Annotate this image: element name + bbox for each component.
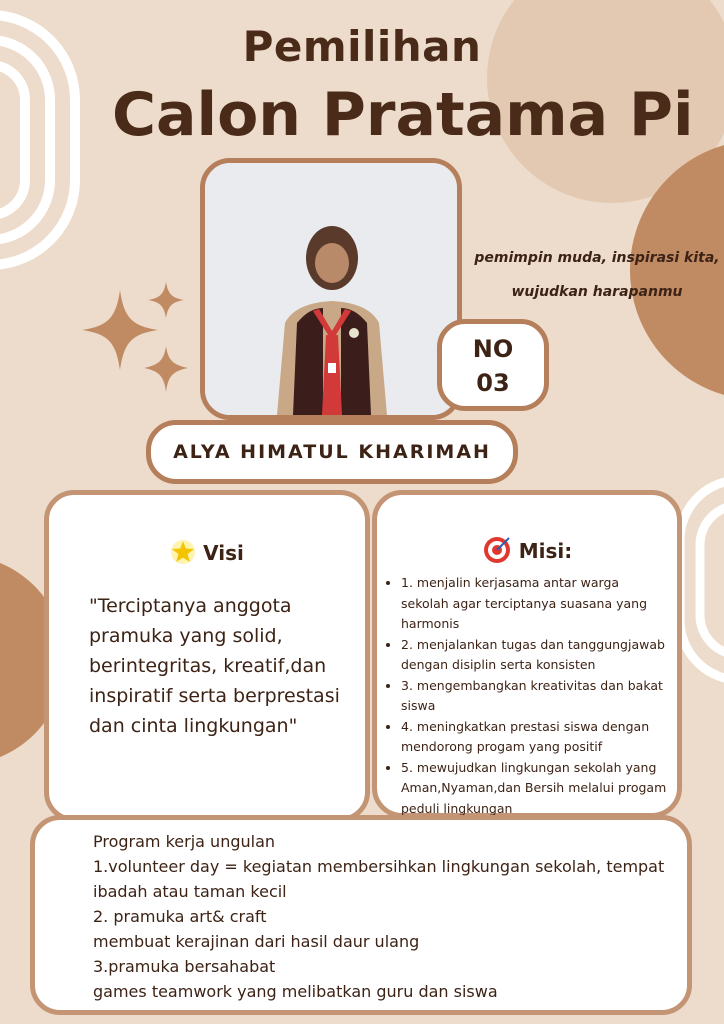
program-line: 2. pramuka art& craft bbox=[93, 907, 267, 926]
program-line: Program kerja ungulan bbox=[93, 832, 276, 851]
visi-heading: Visi bbox=[203, 541, 244, 565]
program-line: membuat kerajinan dari hasil daur ulang bbox=[93, 932, 420, 951]
candidate-number-badge bbox=[437, 319, 549, 411]
misi-item: • 4. meningkatkan prestasi siswa dengan mendorong progam yang positif bbox=[401, 717, 669, 758]
tagline-line1: pemimpin muda, inspirasi kita, bbox=[474, 250, 720, 266]
program-line: 1.volunteer day = kegiatan membersihkan lingkungan sekolah, tempat bbox=[93, 857, 665, 876]
star-icon bbox=[170, 539, 196, 565]
misi-item: • 2. menjalankan tugas dan tanggungjawab dengan disiplin serta konsisten bbox=[401, 635, 669, 676]
candidate-portrait-illustration bbox=[205, 163, 457, 415]
misi-heading-row bbox=[377, 535, 677, 565]
target-icon bbox=[482, 535, 512, 565]
tagline-line2: wujudkan harapanmu bbox=[511, 284, 683, 300]
program-line: ibadah atau taman kecil bbox=[93, 882, 287, 901]
visi-card bbox=[44, 490, 370, 822]
page-title-line2: Calon Pratama Pi bbox=[112, 80, 694, 150]
candidate-name: ALYA HIMATUL KHARIMAH bbox=[146, 420, 518, 484]
misi-item: • 1. menjalin kerjasama antar warga sekolah agar terciptanya suasana yang harmonis bbox=[401, 573, 669, 635]
visi-text: "Terciptanya anggota pramuka yang solid, berintegritas, kreatif,dan inspiratif serta berprestasi dan cinta lingkungan" bbox=[89, 595, 340, 737]
visi-heading-row bbox=[49, 539, 365, 565]
misi-item: • 3. mengembangkan kreativitas dan bakat siswa bbox=[401, 676, 669, 717]
number-label: NO bbox=[472, 335, 514, 363]
misi-item: • 5. mewujudkan lingkungan sekolah yang Aman,Nyaman,dan Bersih melalui progam peduli lingkungan bbox=[401, 758, 669, 820]
program-line: 3.pramuka bersahabat bbox=[93, 957, 276, 976]
misi-heading: Misi: bbox=[518, 539, 573, 563]
page-title-line1: Pemilihan bbox=[242, 22, 482, 71]
misi-list bbox=[377, 573, 677, 819]
program-card bbox=[30, 815, 692, 1015]
candidate-photo bbox=[200, 158, 462, 420]
program-line: games teamwork yang melibatkan guru dan siswa bbox=[93, 982, 498, 1001]
misi-card bbox=[372, 490, 682, 818]
number-value: 03 bbox=[476, 369, 510, 397]
